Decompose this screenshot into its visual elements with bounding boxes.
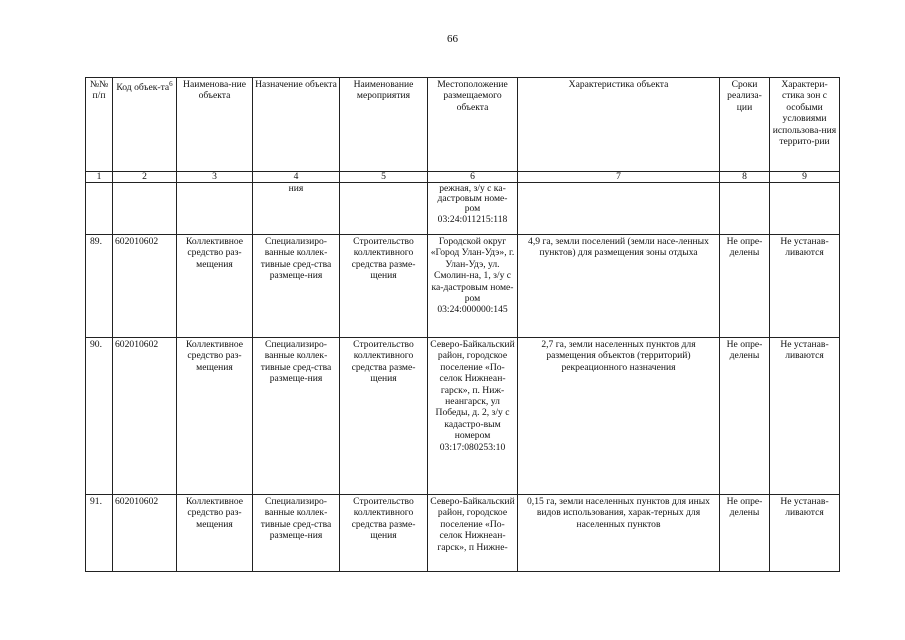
cell-term: Не опре-делены [720,338,770,495]
column-number: 1 [86,172,113,183]
cell-purpose: Специализиро-ванные коллек-тивные сред-ства размеще-ния [253,235,340,338]
column-number: 2 [113,172,177,183]
column-number-row [86,172,840,183]
header-activity: Наименование мероприятия [340,78,428,172]
column-number: 4 [253,172,340,183]
column-number: 7 [518,172,720,183]
cell-code: 602010602 [113,235,177,338]
cell-characteristic: 2,7 га, земли населенных пунктов для размещения объектов (территорий) рекреационного назначения [518,338,720,495]
cell-zones: Не устанав-ливаются [770,338,840,495]
empty-cell [177,183,253,235]
empty-cell [113,183,177,235]
cell-zones: Не устанав-ливаются [770,495,840,572]
header-term: Сроки реализа-ции [720,78,770,172]
cell-activity: Строительство коллективного средства разме-щения [340,338,428,495]
cell-term: Не опре-делены [720,235,770,338]
cell-location: режная, з/у с ка-дастровым номе-ром 03:24:011215:118 [428,183,518,235]
footnote-mark: 6 [169,80,173,88]
table-row-continuation [86,183,840,235]
cell-code: 602010602 [113,495,177,572]
page-number: 66 [447,33,458,45]
empty-cell [86,183,113,235]
header-code: Код объек-$та^6$ [113,78,177,172]
cell-location: Северо-Байкальский район, городское поселение «По-селок Нижнеан-гарск», п Нижне- [428,495,518,572]
header-num: №№ п/п [86,78,113,172]
cell-activity: Строительство коллективного средства разме-щения [340,495,428,572]
column-number: 6 [428,172,518,183]
header-name: Наименова-ние объекта [177,78,253,172]
empty-cell [720,183,770,235]
column-number: 8 [720,172,770,183]
header-characteristic: Характеристика объекта [518,78,720,172]
column-number: 3 [177,172,253,183]
header-zones: Характери-стика зон с особыми условиями использова-ния террито-рии [770,78,840,172]
cell-purpose: ния [253,183,340,235]
empty-cell [340,183,428,235]
cell-characteristic: 4,9 га, земли поселений (земли насе-ленных пунктов) для размещения зоны отдыха [518,235,720,338]
cell-num: 90. [86,338,113,495]
table-row [86,495,840,572]
cell-name: Коллективное средство раз-мещения [177,235,253,338]
header-purpose: Назначение объекта [253,78,340,172]
cell-characteristic: 0,15 га, земли населенных пунктов для иных видов использования, харак-терных для населенных пунктов [518,495,720,572]
empty-cell [518,183,720,235]
cell-code: 602010602 [113,338,177,495]
cell-activity: Строительство коллективного средства разме-щения [340,235,428,338]
cell-num: 91. [86,495,113,572]
cell-location: Городской округ «Город Улан-Удэ», г. Улан-Удэ, ул. Смолин-на, 1, з/у с ка-дастровым номе-ром 03:24:000000:145 [428,235,518,338]
empty-cell [770,183,840,235]
cell-num: 89. [86,235,113,338]
cell-purpose: Специализиро-ванные коллек-тивные сред-ства размеще-ния [253,338,340,495]
cell-name: Коллективное средство раз-мещения [177,338,253,495]
header-location: Местоположение размещаемого объекта [428,78,518,172]
objects-table [85,77,840,572]
cell-term: Не опре-делены [720,495,770,572]
table-row [86,235,840,338]
table-row [86,338,840,495]
column-number: 5 [340,172,428,183]
cell-purpose: Специализиро-ванные коллек-тивные сред-ства размеще-ния [253,495,340,572]
column-number: 9 [770,172,840,183]
cell-name: Коллективное средство раз-мещения [177,495,253,572]
cell-location: Северо-Байкальский район, городское поселение «По-селок Нижнеан-гарск», п. Ниж-неангарск, ул Победы, д. 2, з/у с кадастро-вым номером 03:17:080253:10 [428,338,518,495]
header-row [86,78,840,172]
cell-zones: Не устанав-ливаются [770,235,840,338]
